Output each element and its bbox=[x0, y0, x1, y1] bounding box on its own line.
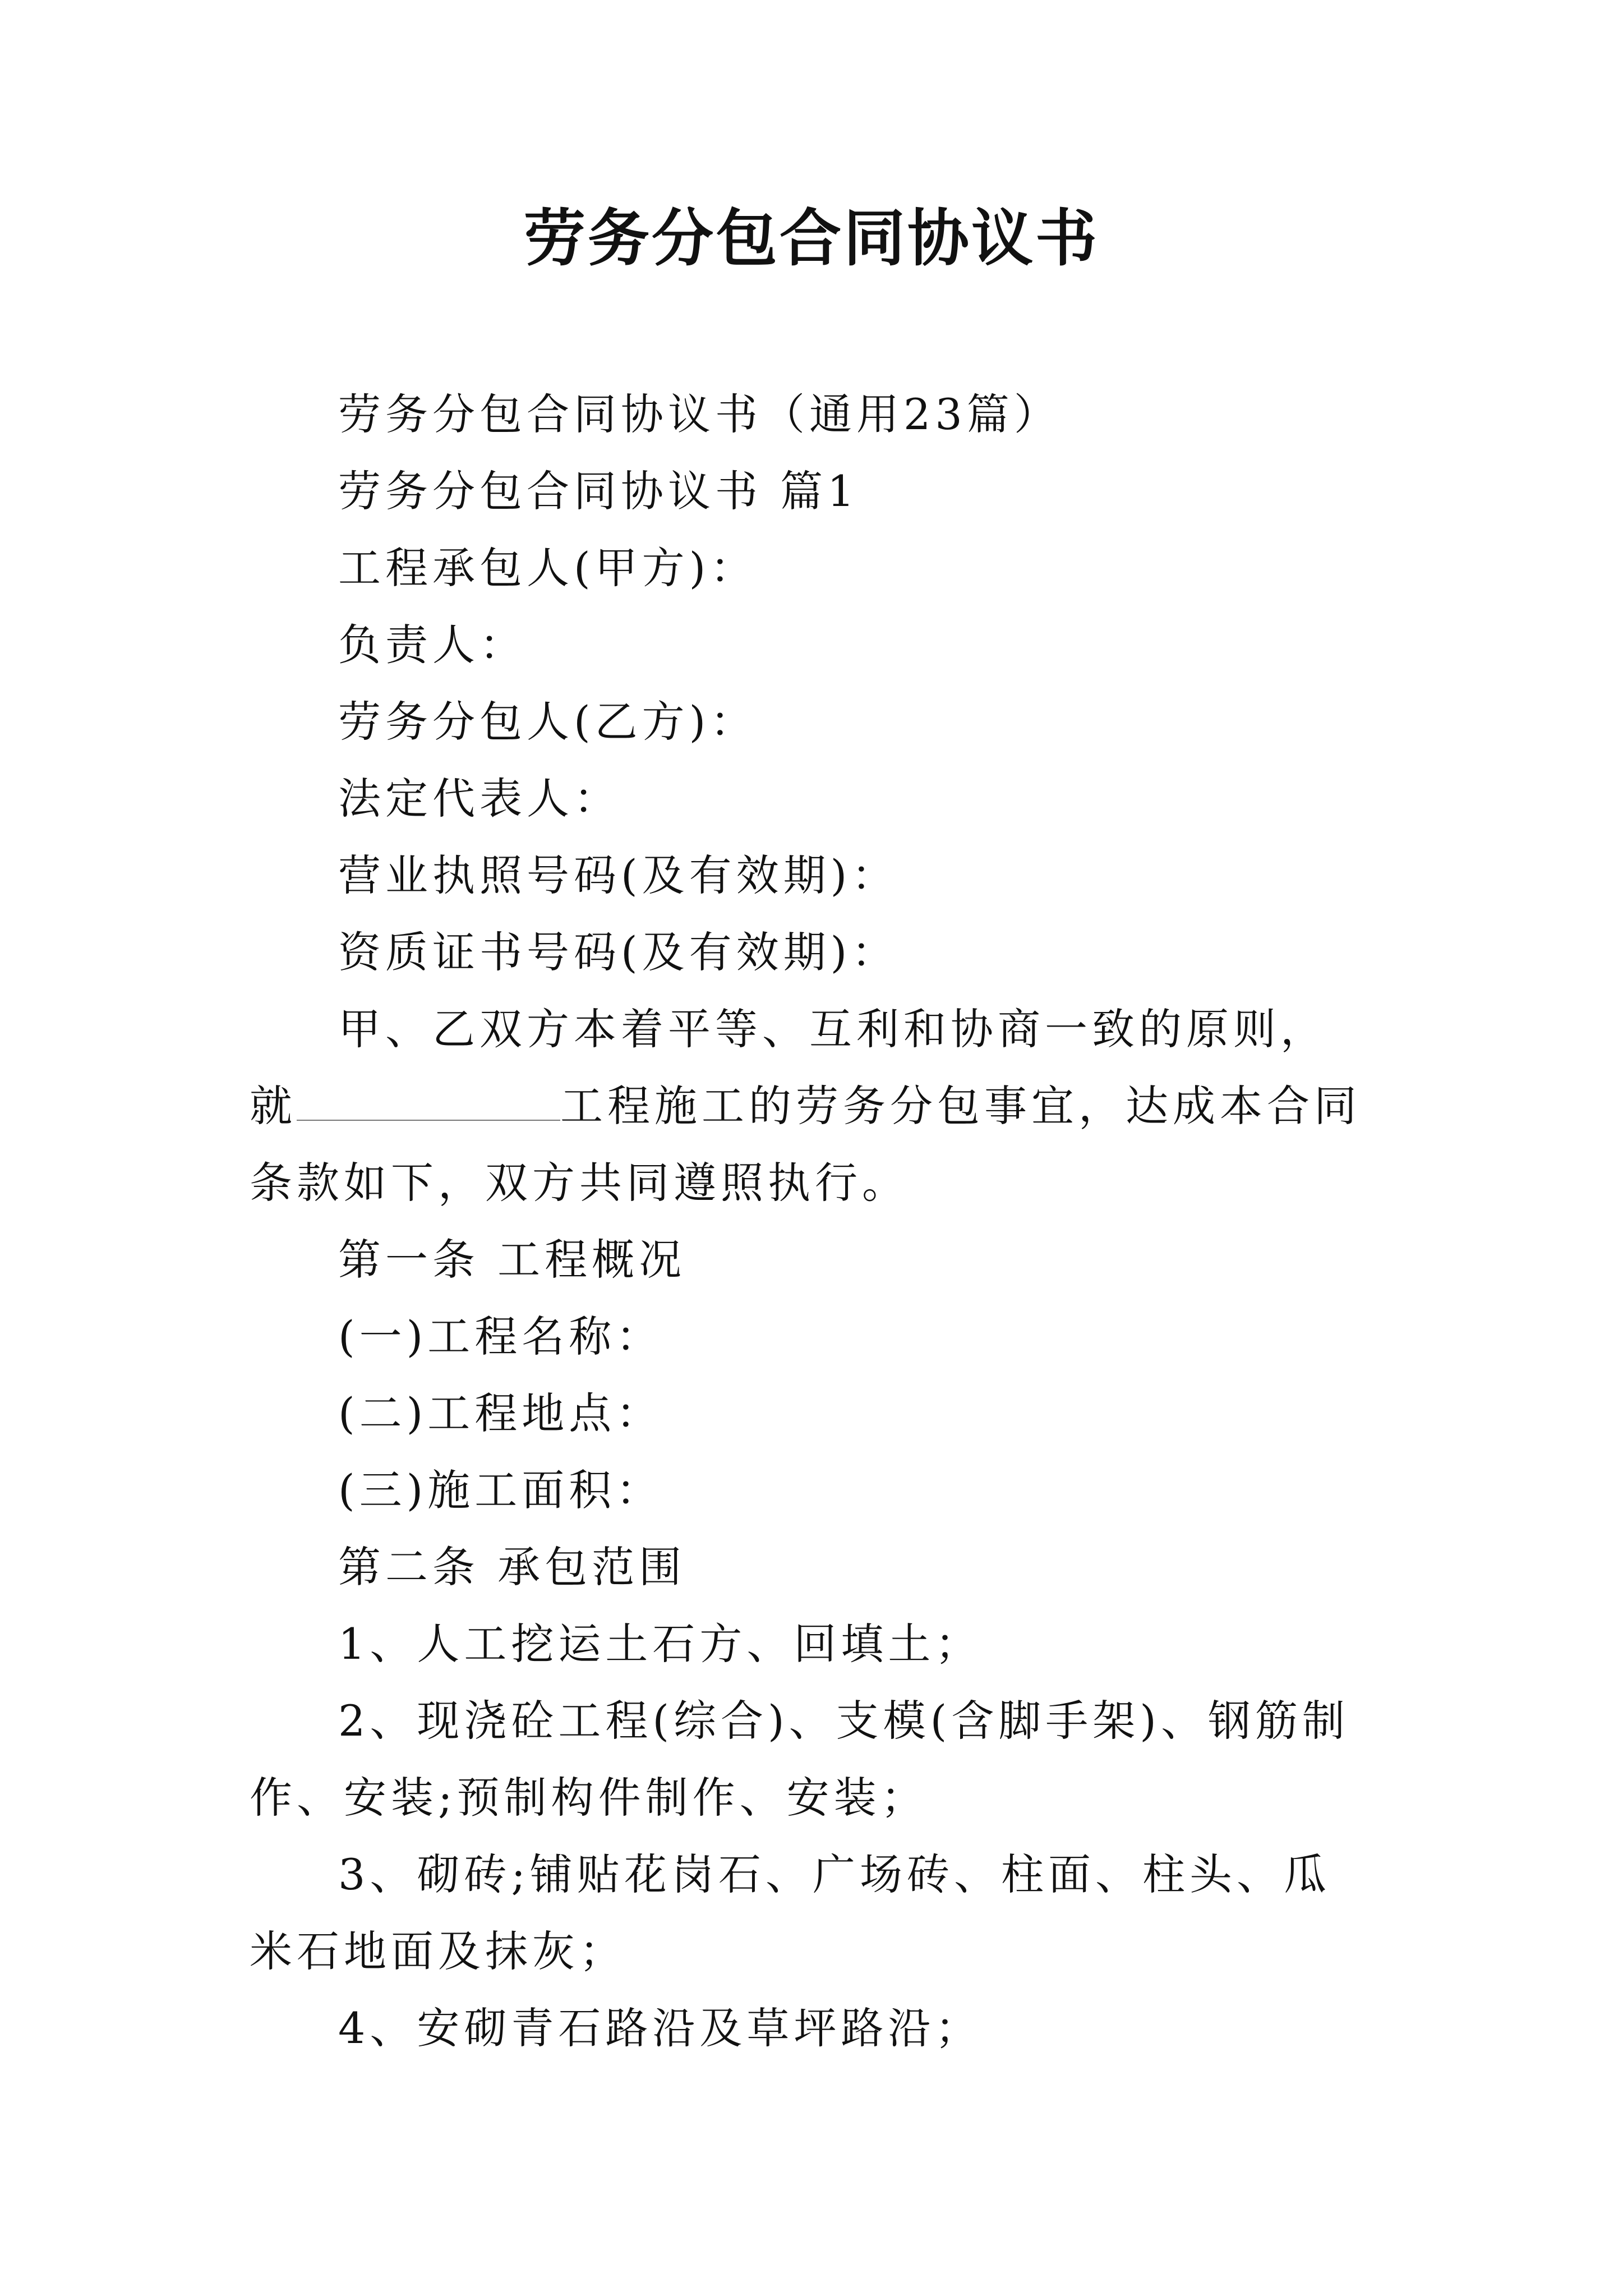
article-1-item-area: (三)施工面积： bbox=[338, 1465, 663, 1515]
article-1-title: 第一条 工程概况 bbox=[338, 1235, 686, 1285]
article-1-item-name: (一)工程名称： bbox=[338, 1312, 663, 1361]
paragraph-qualification-cert: 资质证书号码(及有效期)： bbox=[338, 927, 899, 977]
paragraph-legal-representative: 法定代表人： bbox=[338, 774, 621, 823]
article-2-item-4: 4、安砌青石路沿及草坪路沿； bbox=[338, 2003, 983, 2053]
intro-text-part2: 工程施工的劳务分包事宜，达成本合同条款如下，双方共同遵照执行。 bbox=[250, 1081, 1361, 1208]
document-body bbox=[250, 376, 1374, 2067]
intro-text-part1: 甲、乙双方本着平等、互利和协商一致的原则，就 bbox=[250, 1004, 1327, 1131]
article-2-item-1: 1、人工挖运土石方、回填土； bbox=[338, 1619, 983, 1669]
blank-fill-line bbox=[297, 1086, 560, 1121]
paragraph-business-license: 营业执照号码(及有效期)： bbox=[338, 850, 899, 900]
article-1-item-location: (二)工程地点： bbox=[338, 1388, 663, 1438]
article-2-title: 第二条 承包范围 bbox=[338, 1542, 686, 1592]
paragraph-intro bbox=[250, 991, 1374, 1221]
article-2-item-3: 3、砌砖;铺贴花岗石、广场砖、柱面、柱头、瓜米石地面及抹灰； bbox=[250, 1849, 1331, 1976]
paragraph-party-a: 工程承包人(甲方)： bbox=[338, 543, 758, 593]
paragraph-subtitle: 劳务分包合同协议书（通用23篇） bbox=[338, 389, 1061, 439]
document-title: 劳务分包合同协议书 bbox=[524, 202, 1099, 274]
paragraph-party-b: 劳务分包人(乙方)： bbox=[338, 697, 758, 747]
paragraph-responsible-person: 负责人： bbox=[338, 620, 527, 670]
article-2-item-2: 2、现浇砼工程(综合)、支模(含脚手架)、钢筋制作、安装;预制构件制作、安装； bbox=[250, 1696, 1349, 1823]
paragraph-chapter-heading: 劳务分包合同协议书 篇1 bbox=[338, 466, 859, 516]
